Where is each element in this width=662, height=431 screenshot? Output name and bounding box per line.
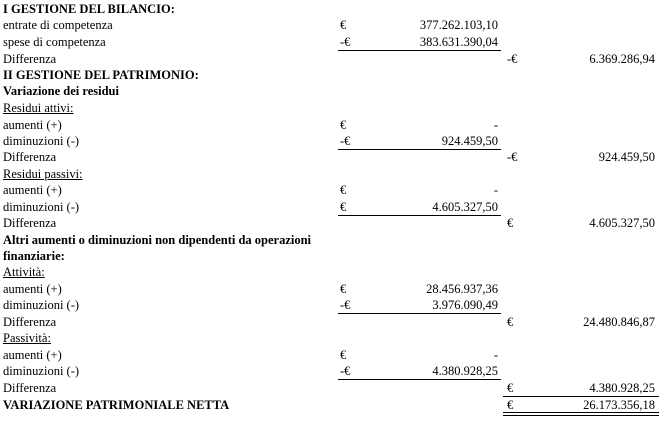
amount: 377.262.103,10 [419,18,498,32]
heading-passivita [0,330,662,346]
currency-symbol: € [340,348,347,362]
currency-symbol: € [507,381,514,395]
row-diminuzioni [0,199,662,215]
row-label: aumenti (+) [3,348,62,362]
row-diminuzioni [0,133,662,149]
subsection-title: Variazione dei residui [3,84,119,98]
group-heading: Residui attivi: [3,101,74,115]
total-amount: 26.173.356,18 [583,398,655,412]
row-label: Differenza [3,150,57,164]
row-label: Differenza [3,216,57,230]
amount: 4.380.928,25 [589,381,655,395]
currency-symbol: -€ [340,364,351,378]
subsection-title: Altri aumenti o diminuzioni non dipendenti da operazioni [3,233,312,247]
row-label: aumenti (+) [3,282,62,296]
row-differenza-bilancio [0,51,662,67]
row-label: aumenti (+) [3,183,62,197]
row-diminuzioni [0,297,662,313]
subsection-altri-line2 [0,248,662,264]
row-label: Differenza [3,315,57,329]
group-heading: Passività: [3,331,51,345]
row-label: aumenti (+) [3,118,62,132]
currency-symbol: -€ [340,35,351,49]
row-entrate [0,17,662,33]
section-title-bilancio [0,1,662,17]
section-title: II GESTIONE DEL PATRIMONIO: [3,68,199,82]
amount: 3.976.090,49 [432,298,498,312]
row-diminuzioni [0,363,662,379]
group-heading: Attività: [3,265,45,279]
amount: - [493,348,498,362]
currency-symbol: -€ [507,52,518,66]
row-differenza-attivita [0,314,662,330]
row-label: Differenza [3,52,57,66]
amount: - [493,118,498,132]
currency-symbol: € [340,18,347,32]
currency-symbol: € [340,118,347,132]
row-variazione-netta [0,397,662,413]
row-aumenti [0,117,662,133]
amount: 4.605.327,50 [589,216,655,230]
amount: 28.456.937,36 [426,282,498,296]
row-label: spese di competenza [3,35,106,49]
amount: 924.459,50 [441,134,498,148]
currency-symbol: € [507,398,514,412]
heading-residui-attivi [0,100,662,116]
currency-symbol: -€ [507,150,518,164]
row-label: diminuzioni (-) [3,200,80,214]
amount: 383.631.390,04 [419,35,498,49]
subsection-altri-line1 [0,232,662,248]
row-label: Differenza [3,381,57,395]
row-differenza-residui-attivi [0,149,662,165]
row-label: entrate di competenza [3,18,113,32]
currency-symbol: -€ [340,298,351,312]
section-title: I GESTIONE DEL BILANCIO: [3,2,175,16]
row-aumenti [0,347,662,363]
amount: 4.605.327,50 [432,200,498,214]
currency-symbol: € [340,282,347,296]
amount: 24.480.846,87 [583,315,655,329]
group-heading: Residui passivi: [3,167,83,181]
subsection-variazione-residui [0,83,662,99]
row-aumenti [0,182,662,198]
currency-symbol: € [507,315,514,329]
amount: 6.369.286,94 [589,52,655,66]
amount: 4.380.928,25 [432,364,498,378]
currency-symbol: -€ [340,134,351,148]
row-differenza-passivita [0,380,662,396]
currency-symbol: € [507,216,514,230]
section-title-patrimonio [0,67,662,83]
grand-total-double-rule [503,412,659,416]
currency-symbol: € [340,183,347,197]
row-spese [0,34,662,50]
amount: - [493,183,498,197]
row-differenza-residui-passivi [0,215,662,231]
currency-symbol: € [340,200,347,214]
row-label: diminuzioni (-) [3,364,80,378]
subsection-title: finanziarie: [3,249,65,263]
total-label: VARIAZIONE PATRIMONIALE NETTA [3,398,230,412]
amount: 924.459,50 [598,150,655,164]
heading-residui-passivi [0,166,662,182]
row-label: diminuzioni (-) [3,298,80,312]
row-label: diminuzioni (-) [3,134,80,148]
row-aumenti [0,281,662,297]
heading-attivita [0,264,662,280]
